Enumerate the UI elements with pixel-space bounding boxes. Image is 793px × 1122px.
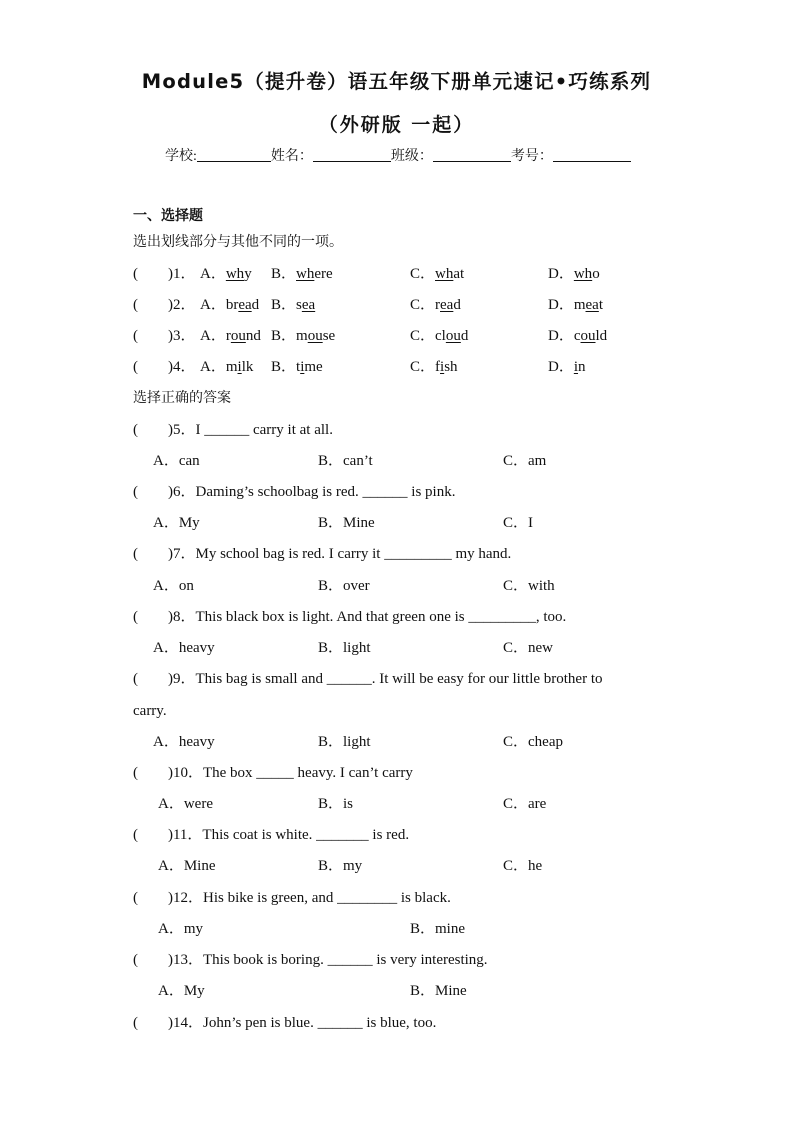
answer-option[interactable]: B．my [318,858,363,874]
question-stem: ( )9．This bag is small and ______. It will be easy for our little brother to [133,671,603,687]
answer-option[interactable]: A．can [153,453,200,469]
answer-option[interactable] [548,296,603,314]
word-suffix: y [244,266,252,282]
word-suffix: lk [241,359,254,375]
question-stem: ( )14．John’s pen is blue. ______ is blue, too. [133,1015,437,1031]
question-stem: ( )8．This black box is light. And that green one is _________, too. [133,609,567,625]
student-info-line [165,145,631,165]
underlined-letters: i [237,359,242,375]
option-letter: C． [410,297,436,313]
document-title: Module5（提升卷）语五年级下册单元速记•巧练系列 [141,70,652,93]
answer-option[interactable]: B．can’t [318,453,373,469]
answer-option[interactable]: A．heavy [153,734,215,750]
word-suffix: at [453,266,465,282]
word-prefix: r [435,297,441,313]
underlined-letters: wh [225,266,245,282]
question-stem: ( )10．The box _____ heavy. I can’t carry [133,765,413,781]
underlined-letters: i [573,359,579,375]
word-prefix: f [435,359,441,375]
option-letter: D． [548,359,574,375]
underlined-letters: ea [301,297,316,313]
class-blank[interactable] [433,147,511,162]
question-stem: ( )5．I ______ carry it at all. [133,422,333,438]
question-number: ( )1． [133,266,196,282]
answer-option[interactable]: A．heavy [153,640,215,656]
option-letter: C． [410,266,436,282]
question-stem: ( )13．This book is boring. ______ is very interesting. [133,952,488,968]
word-suffix: o [592,266,600,282]
underlined-letters: wh [573,266,593,282]
word-prefix: m [225,359,238,375]
school-label: 学校: [165,149,197,164]
answer-option[interactable]: A．My [153,515,200,531]
question-stem: ( )7．My school bag is red. I carry it _________ my hand. [133,546,512,562]
answer-option[interactable] [200,296,259,314]
answer-option[interactable]: A．Mine [158,858,216,874]
answer-option[interactable] [200,358,253,376]
answer-option[interactable]: C．are [503,796,547,812]
underlined-letters: ou [230,328,246,344]
word-prefix: t [296,359,301,375]
answer-option[interactable]: A．were [158,796,213,812]
answer-option[interactable] [548,327,607,345]
answer-option[interactable] [200,265,252,283]
answer-option[interactable] [548,265,600,283]
answer-option[interactable] [410,358,458,376]
answer-option[interactable]: B．over [318,578,370,594]
answer-option[interactable] [548,358,586,376]
part2-instruction: 选择正确的答案 [133,390,231,406]
answer-option[interactable] [410,327,468,345]
section-heading: 一、选择题 [133,208,203,224]
word-suffix: me [304,359,323,375]
word-prefix: s [296,297,302,313]
answer-option[interactable]: B．Mine [410,983,467,999]
option-letter: B． [271,328,297,344]
question-stem: ( )6．Daming’s schoolbag is red. ______ is pink. [133,484,456,500]
word-suffix: nd [245,328,261,344]
option-letter: C． [410,359,436,375]
answer-option[interactable]: C．cheap [503,734,563,750]
answer-option[interactable]: B．Mine [318,515,375,531]
word-suffix: sh [444,359,458,375]
underlined-letters: ea [585,297,599,313]
question-number: ( )3． [133,328,196,344]
name-label: 姓名： [270,149,313,164]
document-subtitle: （外研版 一起） [318,114,475,136]
word-suffix: d [453,297,461,313]
exam-number-blank[interactable] [553,147,631,162]
school-blank[interactable] [197,147,271,162]
question-number: ( )2． [133,297,196,313]
option-letter: A． [200,266,226,282]
question-stem: ( )12．His bike is green, and ________ is black. [133,890,451,906]
underlined-letters: wh [296,266,315,282]
answer-option[interactable] [271,327,335,345]
underlined-letters: ou [580,328,596,344]
option-letter: A． [200,328,226,344]
answer-option[interactable]: B．mine [410,921,465,937]
answer-option[interactable] [271,265,333,283]
underlined-letters: ou [307,328,323,344]
answer-option[interactable] [271,358,323,376]
word-suffix: d [251,297,260,313]
name-blank[interactable] [313,147,391,162]
answer-option[interactable] [271,296,315,314]
answer-option[interactable]: A．on [153,578,194,594]
underlined-letters: i [300,359,305,375]
underlined-letters: wh [435,266,454,282]
option-letter: D． [548,266,574,282]
word-prefix: m [296,328,308,344]
option-letter: C． [410,328,436,344]
word-suffix: n [578,359,586,375]
answer-option[interactable]: C．with [503,578,555,594]
option-letter: A． [200,359,226,375]
underlined-letters: ea [440,297,454,313]
answer-option[interactable]: C．am [503,453,547,469]
word-prefix: br [225,297,239,313]
part1-instruction: 选出划线部分与其他不同的一项。 [133,234,343,250]
question-stem: ( )11．This coat is white. _______ is red. [133,827,410,843]
answer-option[interactable]: B．is [318,796,354,812]
answer-option[interactable]: C．I [503,515,534,531]
option-letter: A． [200,297,226,313]
answer-option[interactable] [410,265,464,283]
option-letter: D． [548,328,574,344]
answer-option[interactable] [410,296,461,314]
answer-option[interactable] [200,327,261,345]
question-number: ( )4． [133,359,196,375]
answer-option[interactable]: C．he [503,858,543,874]
option-letter: B． [271,359,297,375]
answer-option[interactable]: B．light [318,640,371,656]
underlined-letters: ou [445,328,461,344]
option-letter: B． [271,266,297,282]
word-suffix: ere [314,266,333,282]
answer-option[interactable]: C．new [503,640,553,656]
word-prefix: cl [435,328,446,344]
word-prefix: c [573,328,581,344]
question-stem-continued: carry. [133,703,167,719]
class-label: 班级： [390,149,433,164]
word-prefix: r [225,328,231,344]
option-letter: D． [548,297,574,313]
option-letter: B． [271,297,297,313]
word-suffix: d [460,328,469,344]
word-suffix: se [322,328,336,344]
underlined-letters: i [440,359,445,375]
exam-number-label: 考号： [510,149,553,164]
word-suffix: ld [595,328,608,344]
word-prefix: m [573,297,586,313]
answer-option[interactable]: A．My [158,983,205,999]
word-suffix: t [598,297,604,313]
answer-option[interactable]: B．light [318,734,371,750]
underlined-letters: ea [238,297,252,313]
answer-option[interactable]: A．my [158,921,204,937]
